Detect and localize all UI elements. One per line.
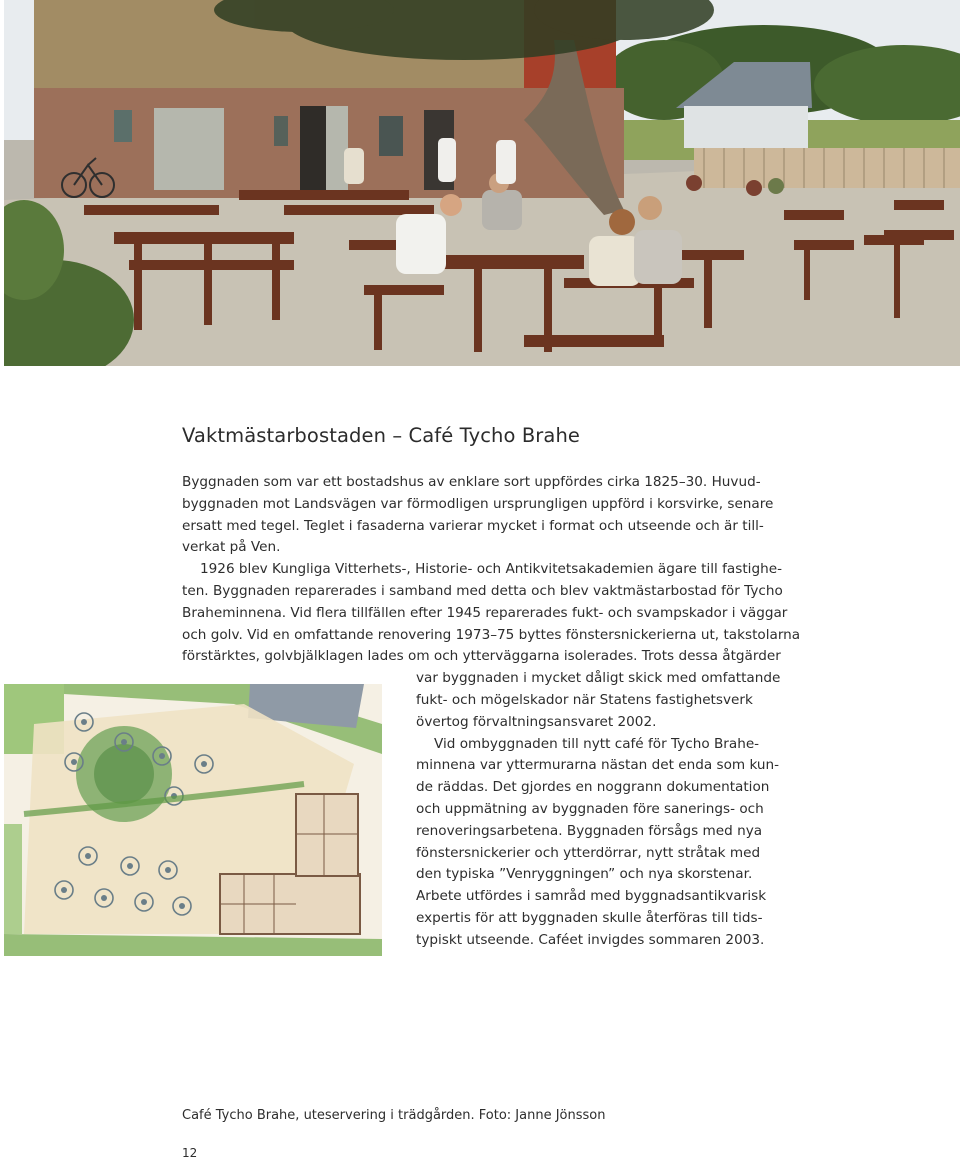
text-line: den typiska ”Venryggningen” och nya skorstenar. xyxy=(416,866,753,883)
text-line: fönstersnickerier och ytterdörrar, nytt stråtak med xyxy=(416,844,761,861)
text-line: Arbete utfördes i samråd med byggnadsantikvarisk xyxy=(416,888,767,905)
text-line: minnena var yttermurarna nästan det enda som kun- xyxy=(416,757,780,774)
article-title: Vaktmästarbostaden – Café Tycho Brahe xyxy=(182,424,581,447)
text-line: var byggnaden i mycket dåligt skick med omfattande xyxy=(416,670,781,687)
photo-caption: Café Tycho Brahe, uteservering i trädgården. Foto: Janne Jönsson xyxy=(182,1108,606,1123)
text-line: Vid ombyggnaden till nytt café för Tycho Brahe- xyxy=(434,735,760,752)
text-line: och golv. Vid en omfattande renovering 1973–75 byttes fönstersnickerierna ut, takstolarna xyxy=(182,626,801,643)
text-line: 1926 blev Kungliga Vitterhets-, Historie- och Antikvitetsakademien ägare till fastighe- xyxy=(200,561,782,578)
text-line: expertis för att byggnaden skulle återföras till tids- xyxy=(416,909,763,926)
text-line: och uppmätning av byggnaden före sanerings- och xyxy=(416,800,764,817)
text-line: Byggnaden som var ett bostadshus av enklare sort uppfördes cirka 1825–30. Huvud- xyxy=(182,474,761,490)
text-line: ersatt med tegel. Teglet i fasaderna varierar mycket i format och utseende och är till- xyxy=(182,517,764,534)
text-line: fukt- och mögelskador när Statens fastighetsverk xyxy=(416,691,753,708)
text-line: Braheminnena. Vid flera tillfällen efter 1945 reparerades fukt- och svampskador i väggar xyxy=(182,604,788,621)
cafe-garden-photo xyxy=(4,0,960,366)
text-line: förstärktes, golvbjälklagen lades om och ytterväggarna isolerades. Trots dessa åtgärder xyxy=(182,648,781,665)
paragraph-1 xyxy=(182,472,774,559)
text-line: verkat på Ven. xyxy=(182,539,281,556)
page-number: 12 xyxy=(182,1146,198,1160)
text-line: de räddas. Det gjordes en noggrann dokumentation xyxy=(416,779,770,796)
text-line: renoveringsarbetena. Byggnaden försågs med nya xyxy=(416,822,763,839)
text-line: övertog förvaltningsansvaret 2002. xyxy=(416,713,657,730)
text-line: typiskt utseende. Caféet invigdes sommaren 2003. xyxy=(416,931,765,948)
text-line: ten. Byggnaden reparerades i samband med detta och blev vaktmästarbostad för Tycho xyxy=(182,582,783,599)
text-line: byggnaden mot Landsvägen var förmodligen ursprungligen uppförd i korsvirke, senare xyxy=(182,495,774,512)
site-plan-illustration xyxy=(4,684,382,956)
